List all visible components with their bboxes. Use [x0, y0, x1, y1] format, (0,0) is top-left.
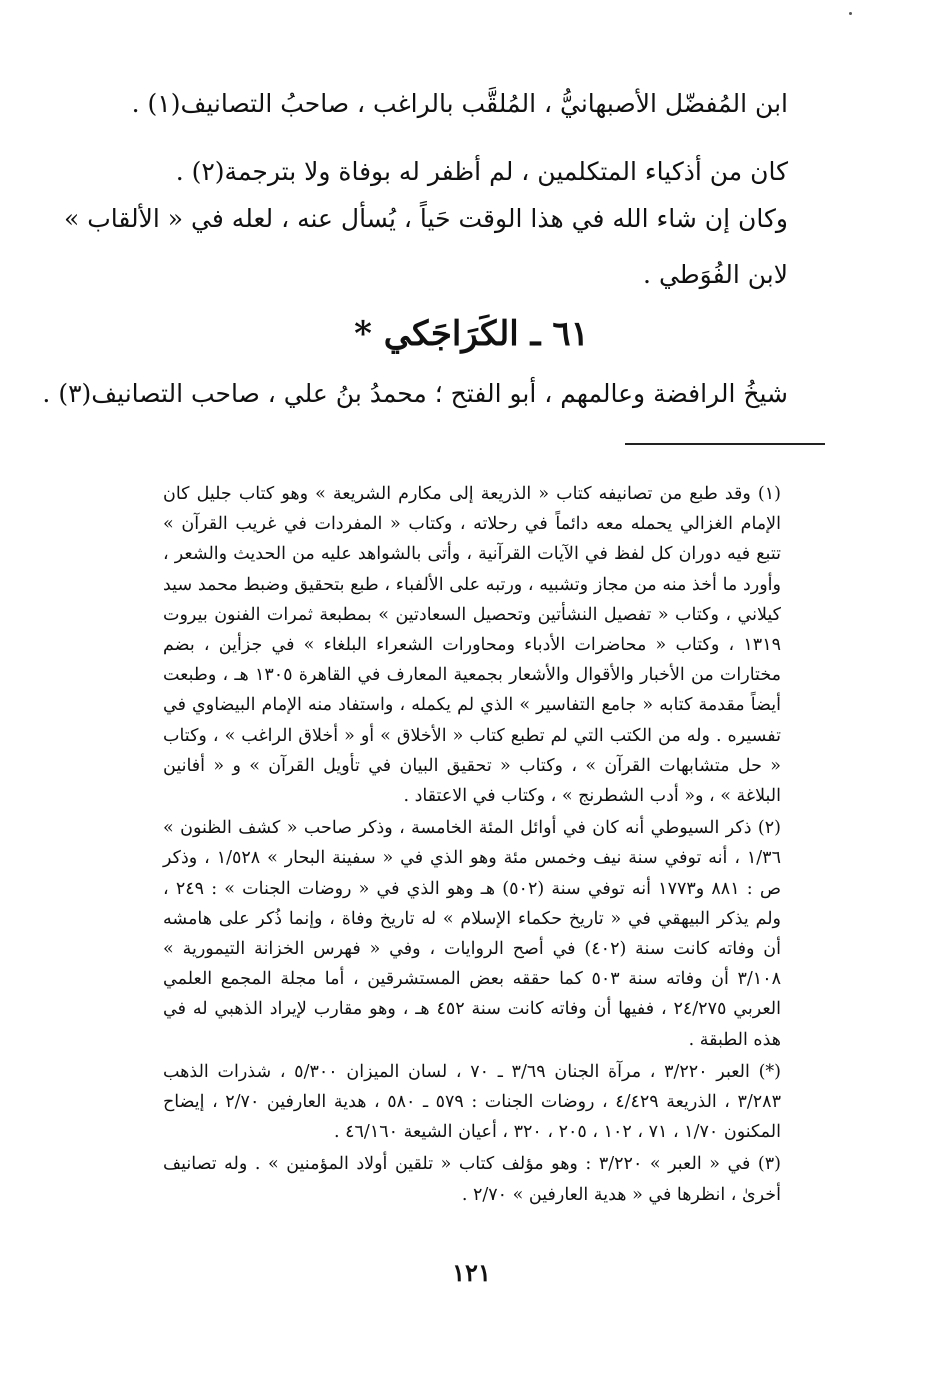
- footnote-3-text: (٣) في « العبر » ٣/٢٢٠ : وهو مؤلف كتاب « تلقين أولاد المؤمنين » . وله تصانيف أخرىٰ ، انظرها في « هدية العارفين » ٢/٧٠ .: [163, 1154, 781, 1205]
- page-number: ١٢١: [452, 1258, 491, 1287]
- footnote-separator: [625, 443, 825, 445]
- footnote-2: [163, 813, 781, 1055]
- footnote-3: [163, 1149, 781, 1209]
- footnote-1: [163, 479, 781, 811]
- footnote-star: [163, 1057, 781, 1148]
- main-text-line-4: لابن الفُوَطي .: [643, 260, 788, 289]
- footnotes: [163, 479, 781, 1212]
- main-text-line-1: ابن المُفضّل الأصبهانيُّ ، المُلقَّب بالراغب ، صاحبُ التصانيف(١) .: [131, 89, 788, 118]
- entry-text: شيخُ الرافضة وعالمهم ، أبو الفتح ؛ محمدُ بنُ علي ، صاحب التصانيف(٣) .: [42, 379, 788, 408]
- scan-speck: [849, 12, 852, 15]
- footnote-star-text: (*) العبر ٣/٢٢٠ ، مرآة الجنان ٣/٦٩ ـ ٧٠ ، لسان الميزان ٥/٣٠٠ ، شذرات الذهب ٣/٢٨٣ ، الذريعة ٤/٤٢٩ ، روضات الجنات : ٥٧٩ ـ ٥٨٠ ، هدية العارفين ٢/٧٠ ، إيضاح المكنون ١/٧٠ ، ٧١ ، ١٠٢ ، ٢٠٥ ، ٣٢٠ ، أعيان الشيعة ٤٦/١٦٠ .: [163, 1061, 781, 1143]
- entry-heading: ٦١ ـ الكَرَاجَكي *: [354, 314, 589, 354]
- main-text-line-3: وكان إن شاء الله في هذا الوقت حَياً ، يُسأل عنه ، لعله في « الألقاب »: [64, 204, 788, 233]
- footnote-2-text: (٢) ذكر السيوطي أنه كان في أوائل المئة الخامسة ، وذكر صاحب « كشف الظنون » ١/٣٦ ، أنه توفي سنة نيف وخمس مئة وهو الذي في « سفينة البحار » ١/٥٢٨ ، وذكر ص : ٨٨١ و١٧٧٣ أنه توفي سنة (٥٠٢) هـ وهو الذي في « روضات الجنات » : ٢٤٩ ، ولم يذكر البيهقي في « تاريخ حكماء الإسلام » له تاريخ وفاة ، وإنما ذُكر على هامشه أن وفاته كانت سنة (٤٠٢) في أصح الروايات ، وفي « فهرس الخزانة التيمورية » ٣/١٠٨ أن وفاته سنة ٥٠٣ كما حققه بعض المستشرقين ، أما مجلة المجمع العلمي العربي ٢٤/٢٧٥ ، ففيها أن وفاته كانت سنة ٤٥٢ هـ ، وهو مقارب لإيراد الذهبي له في هذه الطبقة .: [163, 818, 782, 1050]
- footnote-1-text: (١) وقد طبع من تصانيفه كتاب « الذريعة إلى مكارم الشريعة » وهو كتاب جليل كان الإمام الغزالي يحمله معه دائماً في رحلاته ، وكتاب « المفردات في غريب القرآن » تتبع فيه دوران كل لفظ في الآيات القرآنية ، وأتى بالشواهد عليه من الحديث والشعر ، وأورد ما أخذ منه من مجاز وتشبيه ، ورتبه على الألفباء ، طبع بتحقيق وضبط محمد سيد كيلاني ، وكتاب « تفصيل النشأتين وتحصيل السعادتين » بمطبعة ثمرات الفنون بيروت ١٣١٩ ، وكتاب « محاضرات الأدباء ومحاورات الشعراء البلغاء » في جزأين ، بضم مختارات من الأخبار والأقوال والأشعار بجمعية المعارف في القاهرة ١٣٠٥ هـ ، وطبعت أيضاً مقدمة كتابه « جامع التفاسير » الذي لم يكمله ، واستفاد منه الإمام البيضاوي في تفسيره . وله من الكتب التي لم تطبع كتاب « الأخلاق » أو « أخلاق الراغب » ، وكتاب « حل متشابهات القرآن » ، وكتاب « تحقيق البيان في تأويل القرآن » و « أفانين البلاغة » ، و« أدب الشطرنج » ، وكتاب في الاعتقاد .: [163, 484, 781, 807]
- main-text-line-2: كان من أذكياء المتكلمين ، لم أظفر له بوفاة ولا بترجمة(٢) .: [175, 157, 788, 186]
